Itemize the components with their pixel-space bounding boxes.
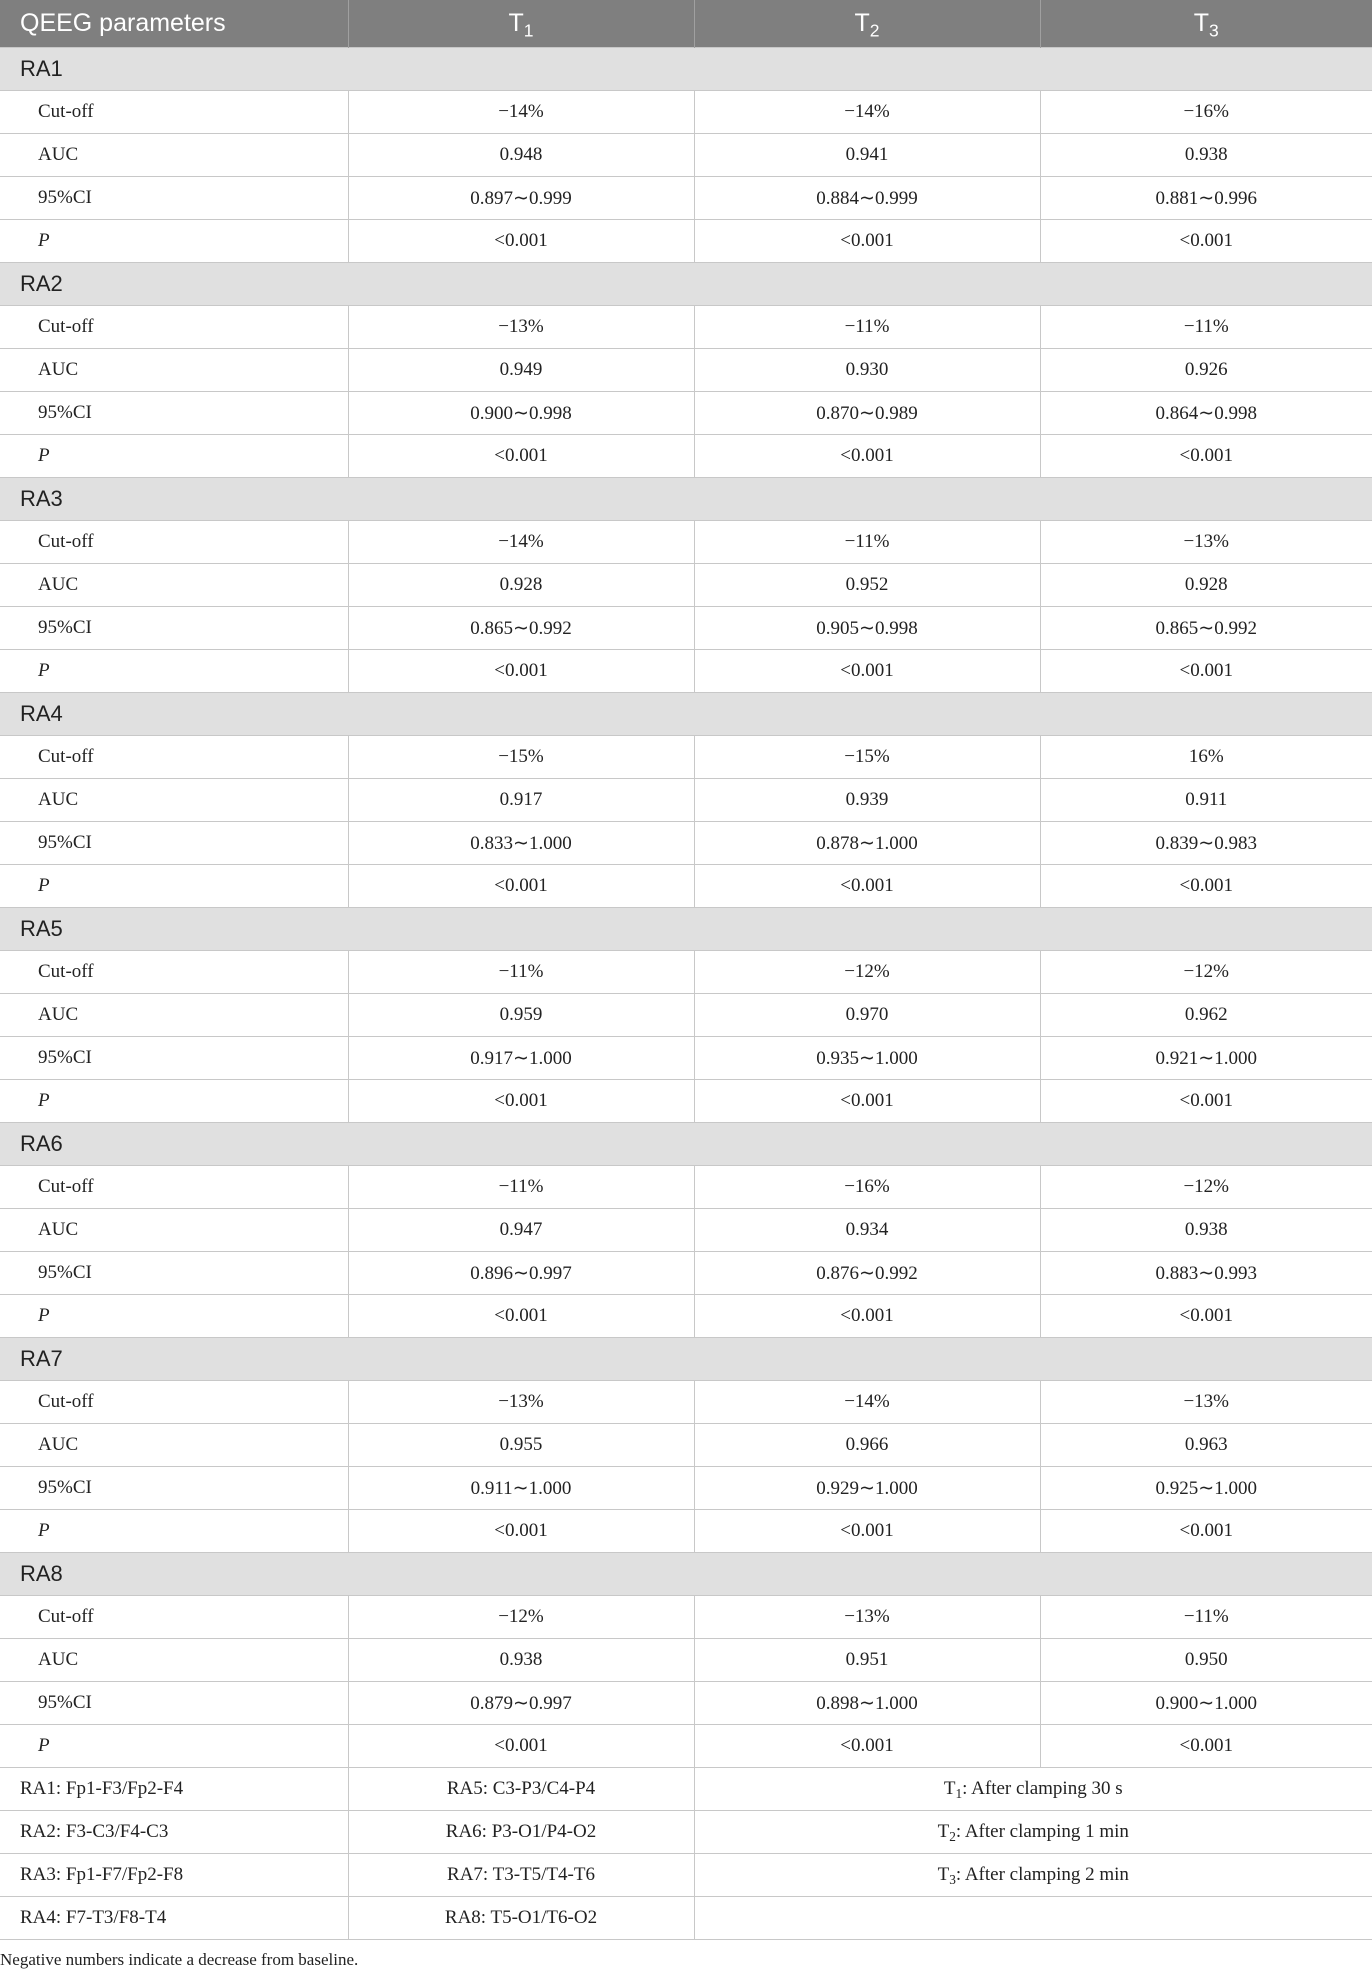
table-row — [0, 650, 1372, 693]
cell-t1: 0.938 — [348, 1639, 694, 1682]
row-label: AUC — [0, 1424, 348, 1467]
group-label: RA7 — [0, 1338, 1372, 1381]
cell-t2: 0.878∼1.000 — [694, 822, 1040, 865]
cell-t3: 0.928 — [1040, 564, 1372, 607]
legend-row — [0, 1811, 1372, 1854]
cell-t3: 0.911 — [1040, 779, 1372, 822]
legend-electrode-left: RA3: Fp1-F7/Fp2-F8 — [0, 1854, 348, 1897]
cell-t2: −11% — [694, 521, 1040, 564]
cell-t3: −11% — [1040, 1596, 1372, 1639]
legend-timepoint-base: T — [943, 1778, 956, 1799]
table-row — [0, 1381, 1372, 1424]
table-row — [0, 564, 1372, 607]
cell-t1: −11% — [348, 1166, 694, 1209]
cell-t1: 0.947 — [348, 1209, 694, 1252]
table-row — [0, 1639, 1372, 1682]
cell-t2: 0.934 — [694, 1209, 1040, 1252]
row-label: 95%CI — [0, 822, 348, 865]
row-label: AUC — [0, 564, 348, 607]
cell-t3: 0.938 — [1040, 134, 1372, 177]
cell-t2: <0.001 — [694, 1080, 1040, 1123]
row-label: AUC — [0, 779, 348, 822]
cell-t2: 0.952 — [694, 564, 1040, 607]
group-label: RA3 — [0, 478, 1372, 521]
legend-timepoint-base: T — [937, 1821, 950, 1842]
row-label: Cut-off — [0, 1596, 348, 1639]
cell-t3: 0.938 — [1040, 1209, 1372, 1252]
cell-t2: −13% — [694, 1596, 1040, 1639]
legend-electrode-right: RA5: C3-P3/C4-P4 — [348, 1768, 694, 1811]
cell-t2: 0.870∼0.989 — [694, 392, 1040, 435]
row-label: 95%CI — [0, 1252, 348, 1295]
cell-t3: 0.839∼0.983 — [1040, 822, 1372, 865]
header-t2-sub: 2 — [869, 20, 880, 41]
cell-t2: 0.970 — [694, 994, 1040, 1037]
cell-t1: 0.948 — [348, 134, 694, 177]
row-label: 95%CI — [0, 392, 348, 435]
cell-t3: 0.864∼0.998 — [1040, 392, 1372, 435]
table-row — [0, 1682, 1372, 1725]
cell-t2: 0.951 — [694, 1639, 1040, 1682]
cell-t3: 0.865∼0.992 — [1040, 607, 1372, 650]
table-row — [0, 1252, 1372, 1295]
cell-t2: <0.001 — [694, 1295, 1040, 1338]
cell-t2: <0.001 — [694, 650, 1040, 693]
cell-t3: 0.921∼1.000 — [1040, 1037, 1372, 1080]
cell-t1: 0.897∼0.999 — [348, 177, 694, 220]
row-label: 95%CI — [0, 1467, 348, 1510]
cell-t3: 0.926 — [1040, 349, 1372, 392]
legend-electrode-left: RA2: F3-C3/F4-C3 — [0, 1811, 348, 1854]
table-row — [0, 1596, 1372, 1639]
cell-t1: 0.896∼0.997 — [348, 1252, 694, 1295]
row-label: Cut-off — [0, 1381, 348, 1424]
group-label: RA5 — [0, 908, 1372, 951]
cell-t3: 0.925∼1.000 — [1040, 1467, 1372, 1510]
row-label: Cut-off — [0, 1166, 348, 1209]
table-row — [0, 822, 1372, 865]
cell-t2: <0.001 — [694, 435, 1040, 478]
header-qeeg-parameters: QEEG parameters — [0, 0, 348, 48]
cell-t1: −12% — [348, 1596, 694, 1639]
cell-t1: −13% — [348, 306, 694, 349]
legend-timepoint-sub: 3 — [949, 1871, 956, 1887]
cell-t1: 0.917∼1.000 — [348, 1037, 694, 1080]
cell-t2: 0.939 — [694, 779, 1040, 822]
cell-t3: <0.001 — [1040, 1510, 1372, 1553]
legend-timepoint-text: : After clamping 1 min — [955, 1821, 1129, 1842]
cell-t2: <0.001 — [694, 865, 1040, 908]
group-label: RA8 — [0, 1553, 1372, 1596]
table-row — [0, 177, 1372, 220]
cell-t1: −11% — [348, 951, 694, 994]
table-row — [0, 1080, 1372, 1123]
group-row — [0, 263, 1372, 306]
cell-t1: 0.955 — [348, 1424, 694, 1467]
row-label: P — [0, 1510, 348, 1553]
cell-t3: <0.001 — [1040, 865, 1372, 908]
legend-timepoint-text: : After clamping 30 s — [962, 1778, 1123, 1799]
group-label: RA6 — [0, 1123, 1372, 1166]
cell-t3: 0.950 — [1040, 1639, 1372, 1682]
cell-t2: 0.930 — [694, 349, 1040, 392]
table-row — [0, 349, 1372, 392]
group-row — [0, 1553, 1372, 1596]
table-row — [0, 1467, 1372, 1510]
cell-t2: −15% — [694, 736, 1040, 779]
header-t1-base: T — [508, 9, 524, 37]
row-label: P — [0, 220, 348, 263]
cell-t2: <0.001 — [694, 1725, 1040, 1768]
header-t3-sub: 3 — [1209, 20, 1219, 41]
table-row — [0, 779, 1372, 822]
row-label: AUC — [0, 134, 348, 177]
cell-t1: <0.001 — [348, 435, 694, 478]
legend-timepoint-sub: 2 — [949, 1828, 956, 1844]
table-row — [0, 1209, 1372, 1252]
header-t3-base: T — [1193, 9, 1210, 37]
cell-t1: <0.001 — [348, 650, 694, 693]
cell-t1: <0.001 — [348, 865, 694, 908]
row-label: 95%CI — [0, 1682, 348, 1725]
cell-t3: 0.881∼0.996 — [1040, 177, 1372, 220]
cell-t3: <0.001 — [1040, 1295, 1372, 1338]
group-row — [0, 908, 1372, 951]
table-row — [0, 91, 1372, 134]
row-label: Cut-off — [0, 736, 348, 779]
cell-t2: −16% — [694, 1166, 1040, 1209]
legend-row — [0, 1768, 1372, 1811]
cell-t3: 16% — [1040, 736, 1372, 779]
table-row — [0, 1295, 1372, 1338]
cell-t2: <0.001 — [694, 220, 1040, 263]
cell-t2: −12% — [694, 951, 1040, 994]
cell-t3: −13% — [1040, 1381, 1372, 1424]
table-row — [0, 607, 1372, 650]
legend-timepoint — [694, 1897, 1372, 1940]
legend-timepoint — [694, 1811, 1372, 1854]
row-label: P — [0, 1295, 348, 1338]
row-label: Cut-off — [0, 306, 348, 349]
cell-t1: 0.879∼0.997 — [348, 1682, 694, 1725]
cell-t2: 0.898∼1.000 — [694, 1682, 1040, 1725]
cell-t1: 0.833∼1.000 — [348, 822, 694, 865]
row-label: AUC — [0, 349, 348, 392]
table-row — [0, 1166, 1372, 1209]
cell-t2: 0.935∼1.000 — [694, 1037, 1040, 1080]
cell-t3: −12% — [1040, 951, 1372, 994]
legend-timepoint — [694, 1768, 1372, 1811]
cell-t1: 0.959 — [348, 994, 694, 1037]
cell-t2: −11% — [694, 306, 1040, 349]
cell-t3: 0.883∼0.993 — [1040, 1252, 1372, 1295]
cell-t2: <0.001 — [694, 1510, 1040, 1553]
cell-t2: 0.876∼0.992 — [694, 1252, 1040, 1295]
legend-timepoint-sub: 1 — [955, 1785, 963, 1801]
legend-timepoint-base: T — [937, 1864, 950, 1885]
cell-t1: <0.001 — [348, 1725, 694, 1768]
cell-t2: 0.905∼0.998 — [694, 607, 1040, 650]
row-label: 95%CI — [0, 177, 348, 220]
row-label: 95%CI — [0, 607, 348, 650]
row-label: P — [0, 865, 348, 908]
cell-t1: 0.865∼0.992 — [348, 607, 694, 650]
group-label: RA4 — [0, 693, 1372, 736]
legend-electrode-left: RA4: F7-T3/F8-T4 — [0, 1897, 348, 1940]
cell-t1: <0.001 — [348, 1295, 694, 1338]
cell-t1: 0.949 — [348, 349, 694, 392]
cell-t1: 0.900∼0.998 — [348, 392, 694, 435]
group-row — [0, 1123, 1372, 1166]
legend-timepoint-text: : After clamping 2 min — [955, 1864, 1129, 1885]
cell-t3: 0.962 — [1040, 994, 1372, 1037]
row-label: P — [0, 1725, 348, 1768]
cell-t1: −15% — [348, 736, 694, 779]
cell-t1: 0.917 — [348, 779, 694, 822]
table-row — [0, 951, 1372, 994]
group-label: RA2 — [0, 263, 1372, 306]
table-row — [0, 1725, 1372, 1768]
group-row — [0, 1338, 1372, 1381]
cell-t3: <0.001 — [1040, 220, 1372, 263]
table-header-row — [0, 0, 1372, 48]
table-row — [0, 521, 1372, 564]
cell-t2: −14% — [694, 91, 1040, 134]
cell-t3: −12% — [1040, 1166, 1372, 1209]
group-row — [0, 478, 1372, 521]
cell-t1: 0.928 — [348, 564, 694, 607]
legend-electrode-right: RA8: T5-O1/T6-O2 — [348, 1897, 694, 1940]
row-label: 95%CI — [0, 1037, 348, 1080]
row-label: AUC — [0, 994, 348, 1037]
cell-t3: 0.900∼1.000 — [1040, 1682, 1372, 1725]
legend-electrode-left: RA1: Fp1-F3/Fp2-F4 — [0, 1768, 348, 1811]
cell-t2: −14% — [694, 1381, 1040, 1424]
header-t1-sub: 1 — [523, 20, 534, 41]
header-t1 — [348, 0, 694, 48]
table-footnote: Negative numbers indicate a decrease from baseline. — [0, 1950, 359, 1969]
legend-timepoint — [694, 1854, 1372, 1897]
cell-t1: −14% — [348, 91, 694, 134]
cell-t2: 0.966 — [694, 1424, 1040, 1467]
table-body — [0, 48, 1372, 1940]
table-row — [0, 392, 1372, 435]
cell-t3: 0.963 — [1040, 1424, 1372, 1467]
table-row — [0, 1510, 1372, 1553]
cell-t3: −13% — [1040, 521, 1372, 564]
header-t2-base: T — [854, 9, 870, 37]
table-row — [0, 865, 1372, 908]
legend-row — [0, 1854, 1372, 1897]
cell-t1: −14% — [348, 521, 694, 564]
cell-t1: 0.911∼1.000 — [348, 1467, 694, 1510]
header-t3 — [1040, 0, 1372, 48]
table-row — [0, 994, 1372, 1037]
cell-t1: <0.001 — [348, 220, 694, 263]
table-row — [0, 435, 1372, 478]
table-row — [0, 1037, 1372, 1080]
cell-t2: 0.941 — [694, 134, 1040, 177]
table-row — [0, 1424, 1372, 1467]
row-label: AUC — [0, 1639, 348, 1682]
cell-t2: 0.884∼0.999 — [694, 177, 1040, 220]
row-label: P — [0, 435, 348, 478]
cell-t3: <0.001 — [1040, 1080, 1372, 1123]
table-row — [0, 220, 1372, 263]
cell-t3: −16% — [1040, 91, 1372, 134]
row-label: Cut-off — [0, 521, 348, 564]
cell-t3: <0.001 — [1040, 435, 1372, 478]
group-row — [0, 693, 1372, 736]
cell-t3: <0.001 — [1040, 650, 1372, 693]
row-label: P — [0, 650, 348, 693]
cell-t1: <0.001 — [348, 1080, 694, 1123]
cell-t2: 0.929∼1.000 — [694, 1467, 1040, 1510]
row-label: Cut-off — [0, 951, 348, 994]
row-label: AUC — [0, 1209, 348, 1252]
table-row — [0, 306, 1372, 349]
row-label: P — [0, 1080, 348, 1123]
header-t2 — [694, 0, 1040, 48]
cell-t1: <0.001 — [348, 1510, 694, 1553]
table-row — [0, 736, 1372, 779]
group-label: RA1 — [0, 48, 1372, 91]
cell-t3: −11% — [1040, 306, 1372, 349]
legend-electrode-right: RA7: T3-T5/T4-T6 — [348, 1854, 694, 1897]
cell-t3: <0.001 — [1040, 1725, 1372, 1768]
legend-row — [0, 1897, 1372, 1940]
legend-electrode-right: RA6: P3-O1/P4-O2 — [348, 1811, 694, 1854]
cell-t1: −13% — [348, 1381, 694, 1424]
row-label: Cut-off — [0, 91, 348, 134]
group-row — [0, 48, 1372, 91]
table-row — [0, 134, 1372, 177]
